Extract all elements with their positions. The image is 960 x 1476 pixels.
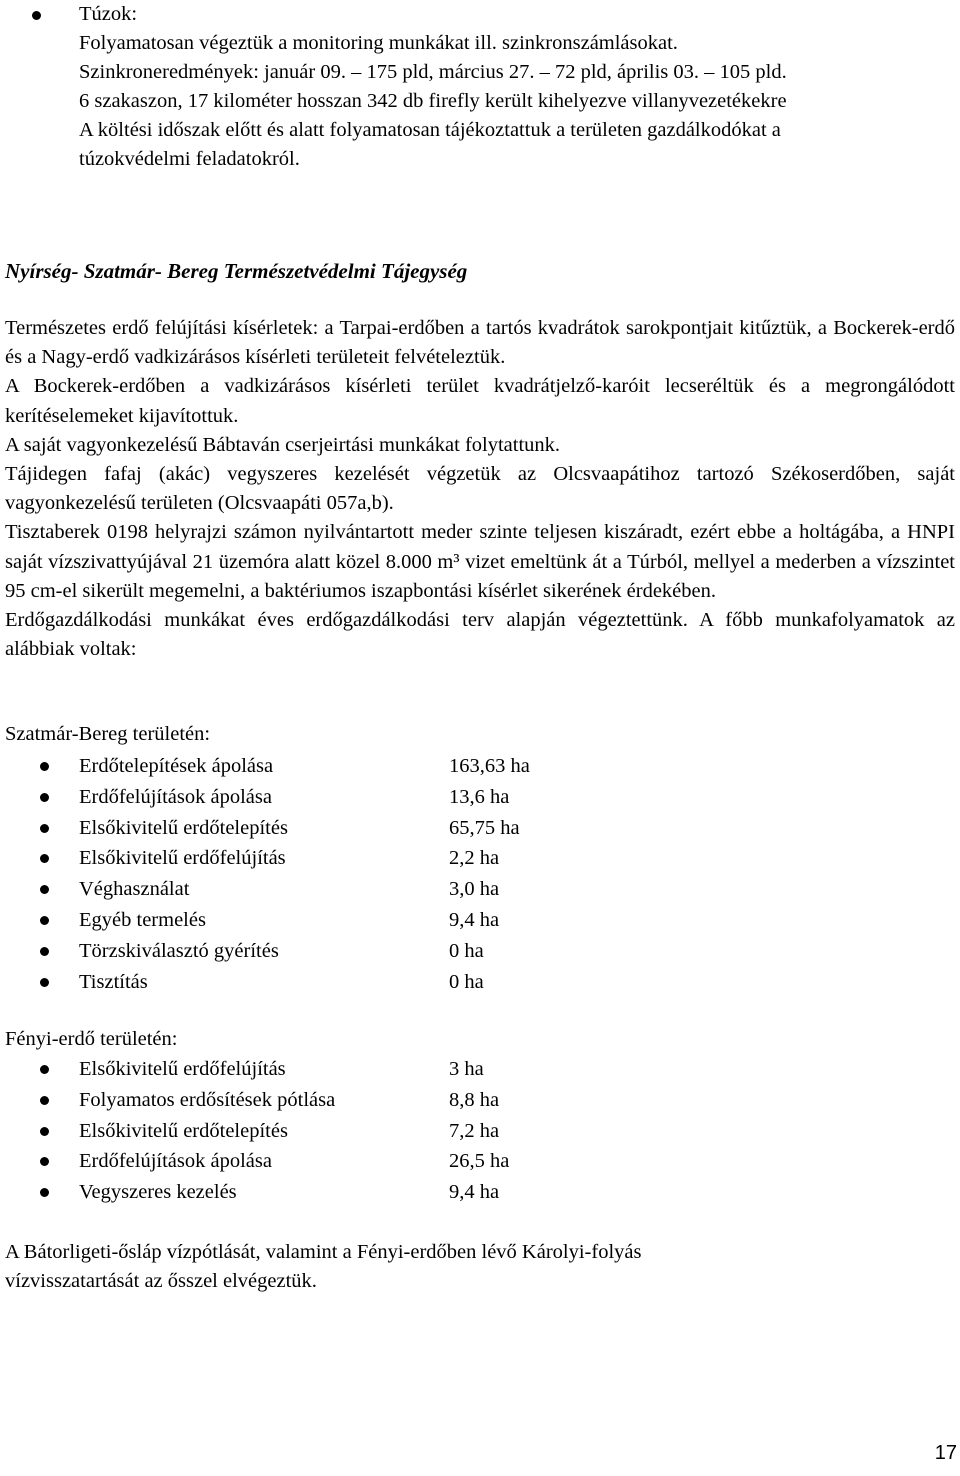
- page-number: 17: [934, 1442, 957, 1464]
- item-value: 3 ha: [449, 1058, 484, 1080]
- list-item: [0, 1177, 960, 1208]
- item-value: 13,6 ha: [449, 785, 510, 808]
- bullet-dot-icon: [32, 11, 41, 20]
- body-paragraphs: [5, 314, 955, 664]
- bullet-dot-icon: [40, 793, 49, 802]
- bullet-dot-icon: [40, 1127, 49, 1136]
- item-value: 163,63 ha: [449, 755, 530, 777]
- bullet-dot-icon: [40, 762, 49, 771]
- item-name: Erdőtelepítések ápolása: [79, 755, 274, 777]
- tuzok-bullet-item: [0, 0, 960, 174]
- bullet-dot-icon: [40, 916, 49, 925]
- szatmar-bereg-list: [0, 751, 960, 997]
- section-heading: Nyírség- Szatmár- Bereg Természetvédelmi Tájegység: [5, 259, 468, 283]
- list-item: [0, 1085, 960, 1116]
- item-value: 9,4 ha: [449, 1181, 500, 1204]
- item-value: 9,4 ha: [449, 908, 500, 931]
- list-item: [0, 936, 960, 967]
- paragraph: A saját vagyonkezelésű Bábtaván cserjeirtási munkákat folytattunk.: [5, 433, 561, 456]
- item-name: Elsőkivitelű erdőtelepítés: [79, 816, 288, 839]
- bullet-dot-icon: [40, 1065, 49, 1074]
- closing-line: vízvisszatartását az ősszel elvégeztük.: [5, 1270, 317, 1292]
- tuzok-title: Túzok:: [79, 3, 138, 25]
- list-item: [0, 813, 960, 844]
- list-item: [0, 843, 960, 874]
- bullet-dot-icon: [40, 854, 49, 863]
- paragraph: Tájidegen fafaj (akác) vegyszeres kezelését végzetük az Olcsvaapátihoz tartozó Székoserdőben, saját vagyonkezelésű területen (Olcsvaapáti 057a,b).: [5, 463, 955, 515]
- tuzok-section: [0, 0, 960, 174]
- list-item: [0, 782, 960, 813]
- closing-line: A Bátorligeti-ősláp vízpótlását, valamint a Fényi-erdőben lévő Károlyi-folyás: [5, 1241, 642, 1263]
- item-name: Elsőkivitelű erdőfelújítás: [79, 1058, 286, 1080]
- list-item: [0, 905, 960, 936]
- item-name: Törzskiválasztó gyérítés: [79, 939, 279, 962]
- bullet-dot-icon: [40, 978, 49, 987]
- paragraph: A Bockerek-erdőben a vadkizárásos kísérleti terület kvadrátjelző-karóit lecseréltük és a megrongálódott kerítéselemeket kijavítottuk.: [5, 375, 955, 427]
- item-name: Véghasználat: [79, 878, 190, 901]
- list-item: [0, 967, 960, 998]
- item-name: Egyéb termelés: [79, 908, 206, 931]
- item-value: 0 ha: [449, 970, 484, 993]
- tuzok-line: A költési időszak előtt és alatt folyamatosan tájékoztattuk a területen gazdálkodókat a: [79, 119, 781, 141]
- bullet-dot-icon: [40, 885, 49, 894]
- list-item: [0, 874, 960, 905]
- item-name: Tisztítás: [79, 970, 148, 993]
- item-value: 65,75 ha: [449, 816, 520, 839]
- tuzok-line: túzokvédelmi feladatokról.: [79, 148, 300, 170]
- item-value: 3,0 ha: [449, 878, 500, 901]
- szatmar-bereg-label: Szatmár-Bereg területén:: [5, 723, 211, 745]
- item-value: 7,2 ha: [449, 1119, 500, 1142]
- item-name: Elsőkivitelű erdőtelepítés: [79, 1119, 288, 1142]
- item-name: Erdőfelújítások ápolása: [79, 1150, 272, 1173]
- closing-paragraph: [5, 1238, 955, 1296]
- bullet-dot-icon: [40, 947, 49, 956]
- list-item: [0, 1054, 960, 1085]
- item-name: Elsőkivitelű erdőfelújítás: [79, 847, 286, 870]
- fenyi-erdo-list: [0, 1054, 960, 1208]
- list-item: [0, 1146, 960, 1177]
- item-name: Vegyszeres kezelés: [79, 1181, 237, 1204]
- item-value: 0 ha: [449, 939, 484, 962]
- list-item: [0, 1116, 960, 1147]
- bullet-dot-icon: [40, 1157, 49, 1166]
- item-value: 26,5 ha: [449, 1150, 510, 1173]
- item-value: 8,8 ha: [449, 1088, 500, 1111]
- item-name: Folyamatos erdősítések pótlása: [79, 1088, 336, 1111]
- bullet-dot-icon: [40, 1096, 49, 1105]
- tuzok-line: Folyamatosan végeztük a monitoring munkákat ill. szinkronszámlásokat.: [79, 32, 678, 54]
- bullet-dot-icon: [40, 1188, 49, 1197]
- paragraph: Természetes erdő felújítási kísérletek: a Tarpai-erdőben a tartós kvadrátok sarokpontjait kitűztük, a Bockerek-erdő és a Nagy-erdő vadkizárásos kísérleti területeit felvételeztük.: [5, 317, 955, 369]
- fenyi-erdo-label: Fényi-erdő területén:: [5, 1028, 178, 1050]
- item-name: Erdőfelújítások ápolása: [79, 785, 272, 808]
- tuzok-line: 6 szakaszon, 17 kilométer hosszan 342 db firefly került kihelyezve villanyvezetékekre: [79, 90, 787, 112]
- bullet-dot-icon: [40, 824, 49, 833]
- list-item: [0, 751, 960, 782]
- paragraph: Tisztaberek 0198 helyrajzi számon nyilvántartott meder szinte teljesen kiszáradt, ezért ebbe a holtágába, a HNPI saját vízszivattyújával 21 üzemóra alatt közel 8.000 m³ vizet emeltünk át a Túrból, mellyel a mederben a vízszintet 95 cm-el sikerült megemelni, a baktériumos iszapbontási kísérlet sikerének érdekében.: [5, 521, 955, 602]
- item-value: 2,2 ha: [449, 847, 500, 870]
- paragraph: Erdőgazdálkodási munkákat éves erdőgazdálkodási terv alapján végeztettünk. A főbb munkafolyamatok az alábbiak voltak:: [5, 609, 955, 661]
- tuzok-line: Szinkroneredmények: január 09. – 175 pld, március 27. – 72 pld, április 03. – 105 pld.: [79, 61, 787, 83]
